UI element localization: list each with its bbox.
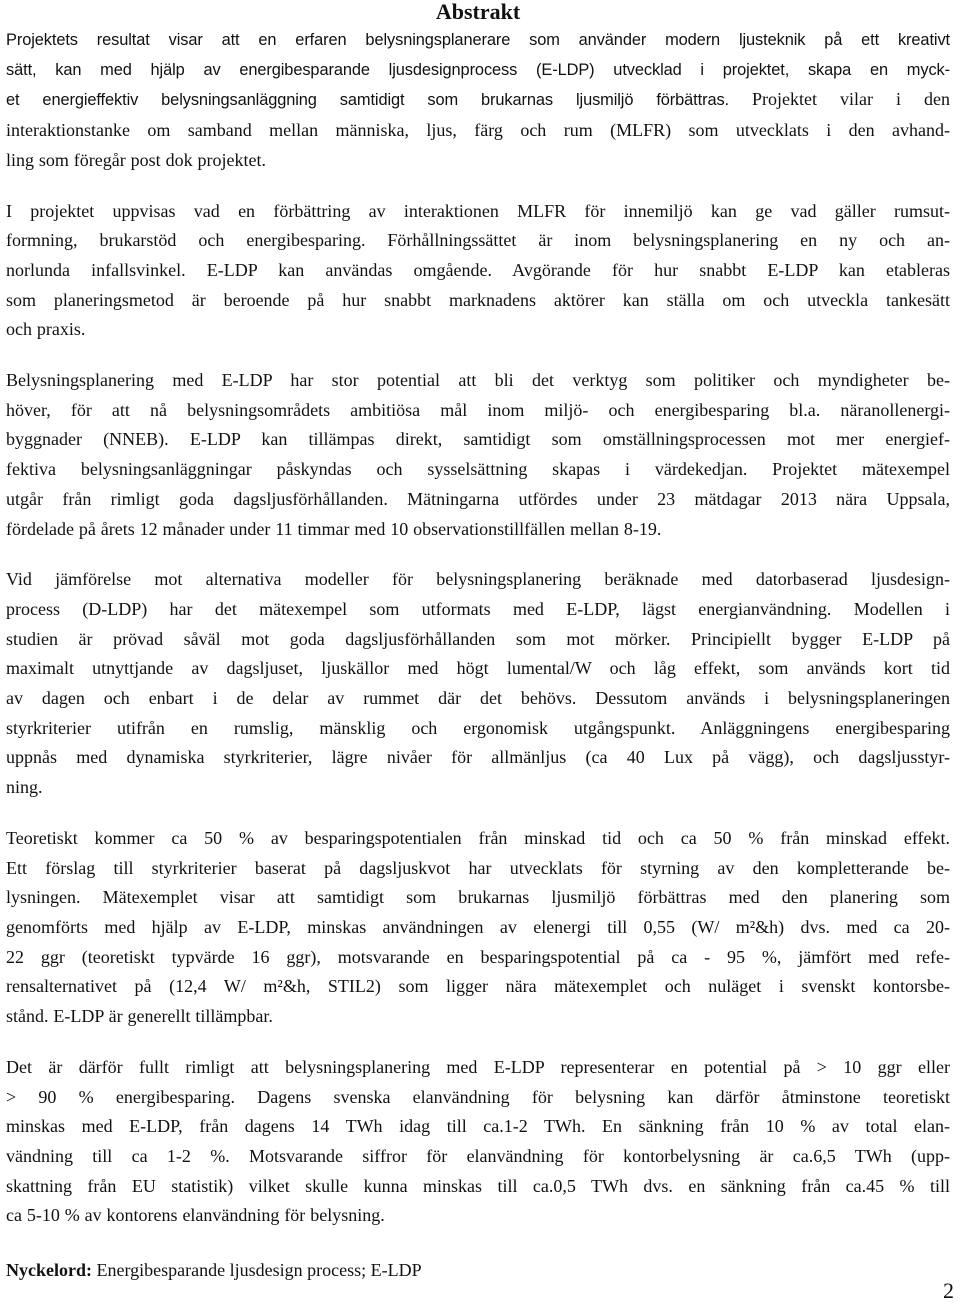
text-line: byggnader (NNEB). E-LDP kan tillämpas direkt, samtidigt som omställningsprocessen mot mer energief- [6,429,950,450]
document-page [6,0,950,1286]
keywords-value: Energibesparande ljusdesign process; E-LDP [91,1260,422,1281]
page-number: 2 [943,1278,954,1303]
text-line: fördelade på årets 12 månader under 11 timmar med 10 observationstillfällen mellan 8-19. [6,518,662,539]
text-line: som planeringsmetod är beroende på hur snabbt marknadens aktörer kan ställa om och utveckla tankesätt [6,289,950,310]
paragraph-1 [6,26,950,176]
paragraph-6 [6,1053,950,1231]
text-line: formning, brukarstöd och energibesparing. Förhållningssättet är inom belysningsplanering en ny och an- [6,230,950,251]
text-line: rensalternativet på (12,4 W/ m²&h, STIL2) som ligger nära mätexemplet och nuläget i svenskt kontorsbe- [6,976,950,997]
text-line: studien är prövad såväl mot goda dagsljusförhållanden som mot mörker. Principiellt bygger E-LDP på [6,628,950,649]
text-line: Teoretiskt kommer ca 50 % av besparingspotentialen från minskad tid och ca 50 % från minskad effekt. [6,827,950,848]
text-line: av dagen och enbart i de delar av rummet där det behövs. Dessutom används i belysningsplaneringen [6,688,950,709]
keywords-label: Nyckelord: [6,1260,92,1281]
text-line: ning. [6,777,43,798]
paragraph-2 [6,197,950,346]
text-line: vändning till ca 1-2 %. Motsvarande siffror för elanvändning för kontorbelysning är ca.6,5 TWh (upp- [6,1145,950,1166]
text-line: interaktionstanke om samband mellan människa, ljus, färg och rum (MLFR) som utvecklats i den avhand- [6,120,950,141]
text-line: uppnås med dynamiska styrkriterier, lägre nivåer för allmänljus (ca 40 Lux på vägg), och dagsljusstyr- [6,747,950,768]
abstract-title: Abstrakt [435,0,521,24]
text-line: Ett förslag till styrkriterier baserat på dagsljuskvot har utvecklats för styrning av den kompletterande be- [6,857,950,878]
text-line: 22 ggr (teoretiskt typvärde 16 ggr), motsvarande en besparingspotential på ca - 95 %, jämfört med refe- [6,946,950,967]
text-line: Belysningsplanering med E-LDP har stor potential att bli det verktyg som politiker och myndigheter be- [6,370,950,391]
text-line: höver, för att nå belysningsområdets ambitiösa mål inom miljö- och energibesparing bl.a. näranollenergi- [6,399,950,420]
text-line: I projektet uppvisas vad en förbättring av interaktionen MLFR för innemiljö kan ge vad gäller rumsut- [6,200,950,221]
text-line: ca 5-10 % av kontorens elanvändning för belysning. [6,1205,385,1226]
text-line [6,85,950,116]
text-line: och praxis. [6,319,86,340]
paragraph-4 [6,565,950,803]
text-line: skattning från EU statistik) vilket skulle kunna minskas till ca.0,5 TWh dvs. en sänkning från ca.45 % till [6,1175,950,1196]
text-line: Projektets resultat visar att en erfaren belysningsplanerare som använder modern ljusteknik på ett kreativt [6,31,950,49]
text-line: > 90 % energibesparing. Dagens svenska elanvändning för belysning kan därför åtminstone teoretiskt [6,1086,950,1107]
text-line: process (D-LDP) har det mätexempel som utformats med E-LDP, lägst energianvändning. Modellen i [6,598,950,619]
text-line: Vid jämförelse mot alternativa modeller för belysningsplanering beräknade med datorbaserad ljusdesign- [6,569,950,590]
text-segment: et energieffektiv belysningsanläggning samtidigt som brukarnas ljusmiljö förbättras. [6,91,730,110]
text-line: utgår från rimligt goda dagsljusförhållanden. Mätningarna utfördes under 23 mätdagar 2013 nära Uppsala, [6,488,950,509]
keywords [6,1256,950,1286]
text-line: sätt, kan med hjälp av energibesparande ljusdesignprocess (E-LDP) utvecklad i projektet, skapa en myck- [6,60,950,79]
text-segment: Projektet vilar i den [752,89,950,110]
text-line: ling som föregår post dok projektet. [6,149,266,170]
text-line: lysningen. Mätexemplet visar att samtidigt som brukarnas ljusmiljö förbättras med den planering som [6,887,950,908]
text-line: Det är därför fullt rimligt att belysningsplanering med E-LDP representerar en potential på > 10 ggr eller [6,1056,950,1077]
text-line: fektiva belysningsanläggningar påskyndas och sysselsättning skapas i värdekedjan. Projektet mätexempel [6,459,950,480]
paragraph-3 [6,366,950,544]
text-line: stånd. E-LDP är generellt tillämpbar. [6,1006,273,1027]
text-line: genomförts med hjälp av E-LDP, minskas användningen av elenergi till 0,55 (W/ m²&h) dvs. med ca 20- [6,916,950,937]
text-line: norlunda infallsvinkel. E-LDP kan användas omgående. Avgörande för hur snabbt E-LDP kan etableras [6,259,950,280]
text-line: minskas med E-LDP, från dagens 14 TWh idag till ca.1-2 TWh. En sänkning från 10 % av total elan- [6,1116,950,1137]
text-line: maximalt utnyttjande av dagsljuset, ljuskällor med högt lumental/W och låg effekt, som används kort tid [6,658,950,679]
text-line: styrkriterier utifrån en rumslig, mänsklig och ergonomisk utgångspunkt. Anläggningens energibesparing [6,717,950,738]
paragraph-5 [6,824,950,1032]
